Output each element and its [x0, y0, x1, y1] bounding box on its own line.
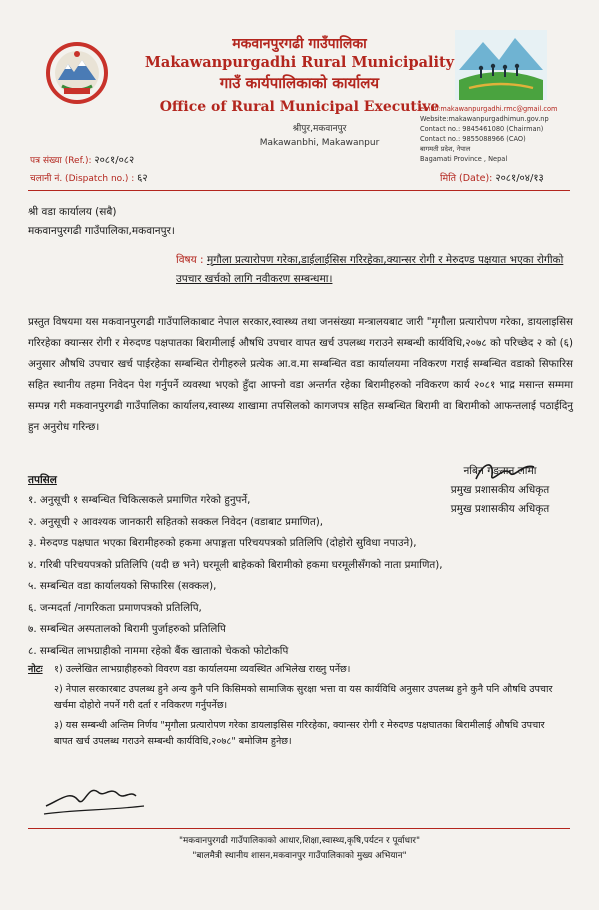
contact-email[interactable]: email:makawanpurgadhi.rmc@gmail.com: [420, 105, 558, 113]
date-value: २०८१/०४/१३: [495, 173, 544, 184]
list-item: ८. सम्बन्धित लाभग्राहीको नाममा रहेको बैंक खाताको चेकको फोटोकपि: [28, 644, 289, 657]
dispatch-value: ६२: [137, 173, 148, 184]
header-divider: [28, 190, 570, 191]
list-item: २. अनुसूची २ आवश्यक जानकारी सहितको सक्कल निवेदन (वडाबाट प्रमाणित),: [28, 515, 324, 528]
recipient-line-2: मकवानपुरगढी गाउँपालिका,मकवानपुर।: [28, 225, 175, 237]
footer-divider: [28, 828, 570, 829]
subject-text: मृगौला प्रत्यारोपण गरेका,डाईलाईसिस गरिरहेका,क्यान्सर रोगी र मेरुदण्ड पक्षयात भएका रोगीको उपचार खर्चको लागि नवीकरण सम्बन्धमा।: [176, 254, 564, 285]
municipality-name-en: Makawanpurgadhi Rural Municipality: [144, 54, 455, 71]
contact-block: [420, 104, 557, 164]
office-location-ne: श्रीपुर,मकवानपुर: [292, 124, 347, 134]
contact-phone-chairman: Contact no.: 9845461080 (Chairman): [420, 125, 544, 133]
footer-slogan-2: "बालमैत्री स्थानीय शासन,मकवानपुर गाउँपालिकाको मुख्य अभियान": [192, 851, 407, 861]
province-en: Bagamati Province , Nepal: [420, 155, 508, 163]
signatory-title-repeat: प्रमुख प्रशासकीय अधिकृत: [450, 503, 550, 515]
dispatch-number: [30, 170, 148, 184]
list-item: १. अनुसूची १ सम्बन्धित चिकित्सकले प्रमाणित गरेको हुनुपर्ने,: [28, 494, 251, 506]
office-name-en: Office of Rural Municipal Executive: [159, 99, 440, 115]
signatory-name: नबिन गङतान लामा: [463, 465, 537, 477]
subject-line: [176, 251, 564, 289]
reference-label: पत्र संख्या (Ref.):: [30, 156, 92, 166]
recipient-line-1: श्री वडा कार्यालय (सबै): [28, 206, 117, 218]
municipality-name-ne: मकवानपुरगढी गाउँपालिका: [232, 36, 367, 52]
office-location-en: Makawanbhi, Makawanpur: [259, 138, 380, 148]
footer-slogan-1: "मकवानपुरगढी गाउँपालिकाको आधार,शिक्षा,स्वास्थ्य,कृषि,पर्यटन र पूर्वाधार": [179, 836, 420, 846]
list-item: ५. सम्बन्धित वडा कार्यालयको सिफारिस (सक्कल),: [28, 580, 217, 592]
office-name-ne: गाउँ कार्यपालिकाको कार्यालय: [219, 74, 380, 92]
letter-date: [440, 170, 544, 184]
tapsil-heading: तपसिल: [28, 474, 57, 486]
list-item: ३. मेरुदण्ड पक्षघात भएका बिरामीहरुको हकमा अपाङ्गता परिचयपत्रको प्रतिलिपि (दोहोरो सुविधा नपाउने),: [28, 537, 417, 549]
subject-label: विषय :: [176, 254, 204, 266]
date-label: मिति (Date):: [440, 173, 493, 184]
list-item: ६. जन्मदर्ता /नागरिकता प्रमाणपत्रको प्रतिलिपि,: [28, 601, 202, 614]
signatory-title: प्रमुख प्रशासकीय अधिकृत: [450, 484, 550, 496]
tapsil-list: [28, 493, 443, 665]
note-item: १) उल्लेखित लाभग्राहीहरुको विवरण वडा कार्यालयमा व्यवस्थित अभिलेख राख्नु पर्नेछ।: [54, 664, 351, 675]
note-item: २) नेपाल सरकारबाट उपलब्ध हुने अन्य कुनै पनि किसिमको सामाजिक सुरक्षा भत्ता वा यस कार्यविधि अनुसार उपलब्ध हुने कुनै पनि औषधि उपचार खर्चमा दोहोरो नपर्ने गरी दर्ता र नविकरण गर्नुपर्नेछ।: [54, 684, 553, 711]
reference-value: २०८१/०८२: [94, 155, 135, 166]
contact-website[interactable]: Website:makawanpurgadhimun.gov.np: [420, 115, 549, 123]
list-item: ४. गरिबी परिचयपत्रको प्रतिलिपि (यदी छ भने) घरमूली बाहेकको बिरामीको हकमा घरमूलीसँगको नाता प्रमाणित),: [28, 558, 443, 571]
reference-number: [30, 152, 134, 166]
handwritten-signature: [40, 770, 150, 822]
contact-phone-cao: Contact no.: 9855088966 (CAO): [420, 135, 526, 143]
body-paragraph: प्रस्तुत विषयमा यस मकवानपुरगढी गाउँपालिकाबाट नेपाल सरकार,स्वास्थ्य तथा जनसंख्या मन्त्रालयबाट जारी "मृगौला प्रत्यारोपण गरेका, डायलाइसिस गरिरहेका क्यान्सर रोगी र मेरुदण्ड पक्षपातका बिरामीलाई औषधि उपचार वापत खर्च उपलब्ध गराउने सम्बन्धी कार्यविधि,२०७८ को परिच्छेद २ को (६) अनुसार औषधि उपचार खर्च पाईरहेका सम्बन्धित रोगीहरुले प्रत्येक आ.व.मा सम्बन्धित वडा कार्यालयमा नविकरण गराई सम्बन्धित वडाको सिफारिस सहित स्थानीय तहमा निवेदन पेश गर्नुपर्ने व्यवस्था भएको हुँदा आफ्नो वडा अन्तर्गत रहेका बिरामीहरुको नविकरण कार्य २०८१ भाद्र मसान्त सम्ममा सम्पन्न गरी मकवानपुरगढी गाउँपालिका कार्यालय,स्वास्थ्य शाखामा तपसिलको कागजपत्र सहित सम्बन्धित बिरामी वा बिरामीको आफन्तलाई पठाईदिनु हुन अनुरोध गरिन्छ।: [28, 316, 573, 433]
signatory-block: [440, 462, 560, 519]
notes-label: नोटः: [28, 664, 43, 675]
note-item: ३) यस सम्बन्धी अन्तिम निर्णय "मृगौला प्रत्यारोपण गरेका डायलाइसिस गरिरहेका, क्यान्सर रोगी र मेरुदण्ड पक्षघातका बिरामीलाई औषधि उपचार बापत खर्च उपलब्ध गराउने सम्बन्धी कार्यविधि,२०७८" बमोजिम हुनेछ।: [54, 720, 545, 747]
province-ne: बागमती प्रदेश, नेपाल: [420, 145, 471, 153]
list-item: ७. सम्बन्धित अस्पतालको बिरामी पुर्जाहरुको प्रतिलिपि: [28, 623, 226, 635]
dispatch-label: चलानी नं. (Dispatch no.) :: [30, 174, 135, 184]
